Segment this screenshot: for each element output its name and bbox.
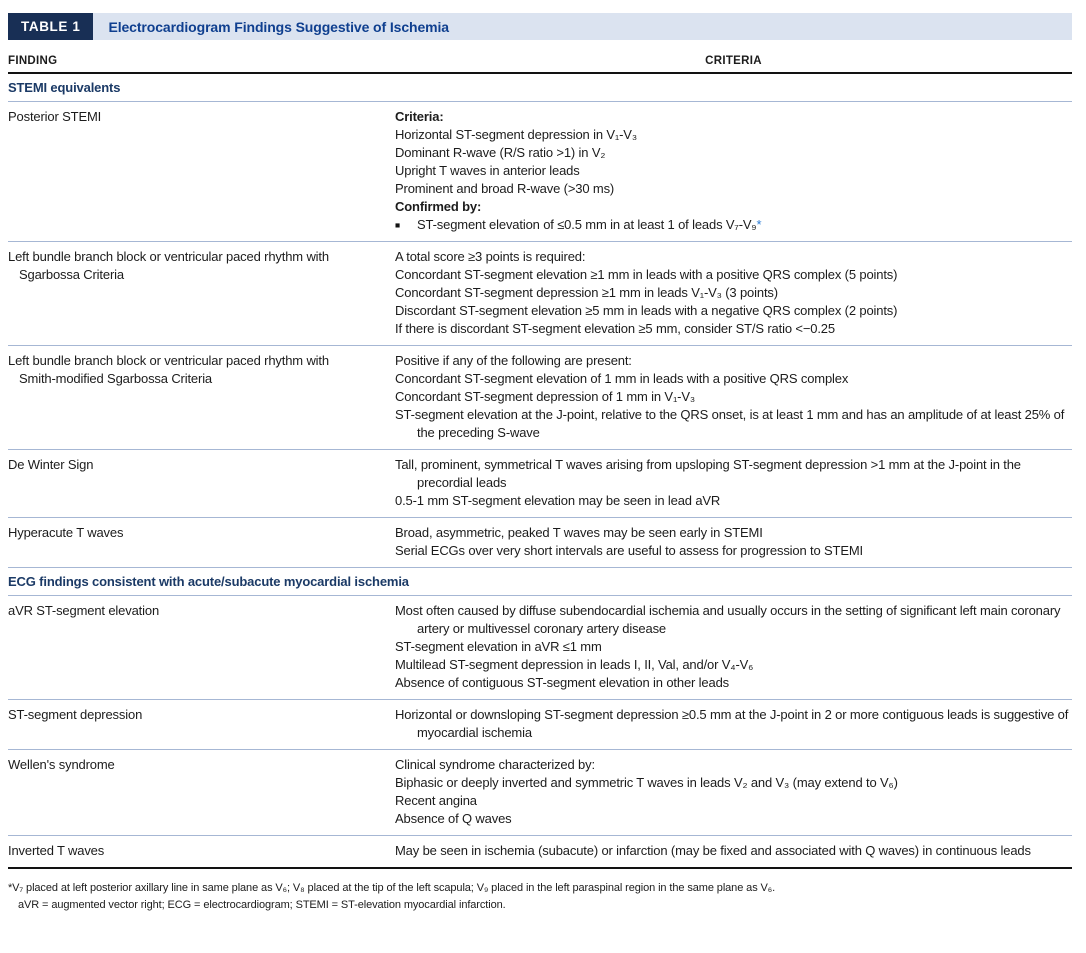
criteria-line: Concordant ST-segment elevation of 1 mm in leads with a positive QRS complex (395, 371, 849, 386)
column-header-finding: FINDING (8, 55, 58, 67)
criteria-line: Tall, prominent, symmetrical T waves arising from upsloping ST-segment depression >1 mm at the J-point in the precordial leads (395, 457, 1021, 490)
criteria-line: ST-segment elevation at the J-point, relative to the QRS onset, is at least 1 mm and has an amplitude of at least 25% of the preceding S-wave (395, 407, 1065, 440)
table-number-badge: TABLE 1 (8, 13, 93, 40)
finding-cell (8, 352, 395, 442)
table-row (8, 346, 1072, 450)
finding-cell (8, 524, 395, 560)
criteria-line: Positive if any of the following are present: (395, 353, 632, 368)
finding-label: Posterior STEMI (8, 109, 102, 124)
criteria-line: Serial ECGs over very short intervals are useful to assess for progression to STEMI (395, 543, 864, 558)
finding-label: Inverted T waves (8, 843, 105, 858)
criteria-cell (395, 456, 1072, 510)
finding-cell (8, 108, 395, 234)
criteria-line: Concordant ST-segment elevation ≥1 mm in leads with a positive QRS complex (5 points) (395, 267, 898, 282)
criteria-line: Horizontal ST-segment depression in V₁-V₃ (395, 127, 637, 142)
criteria-line: ST-segment elevation in aVR ≤1 mm (395, 639, 602, 654)
criteria-line: If there is discordant ST-segment elevation ≥5 mm, consider ST/S ratio <−0.25 (395, 321, 835, 336)
table-row (8, 750, 1072, 836)
criteria-line: Upright T waves in anterior leads (395, 163, 580, 178)
finding-label: Sgarbossa Criteria (19, 267, 124, 282)
footnote-abbreviations: aVR = augmented vector right; ECG = electrocardiogram; STEMI = ST-elevation myocardial infarction. (18, 899, 506, 911)
table-row (8, 596, 1072, 700)
finding-label: Left bundle branch block or ventricular paced rhythm with (8, 249, 329, 264)
footnotes (8, 869, 1072, 914)
criteria-line: Prominent and broad R-wave (>30 ms) (395, 181, 615, 196)
finding-label: ST-segment depression (8, 707, 143, 722)
criteria-line: Multilead ST-segment depression in leads I, II, Val, and/or V₄-V₆ (395, 657, 754, 672)
criteria-cell (395, 108, 1072, 234)
criteria-line: Horizontal or downsloping ST-segment depression ≥0.5 mm at the J-point in 2 or more contiguous leads is suggestive of myocardial ischemia (395, 707, 1069, 740)
finding-cell (8, 706, 395, 742)
table-section (8, 568, 1072, 867)
table-row (8, 836, 1072, 867)
table-title-bar (8, 13, 1072, 40)
table-row (8, 242, 1072, 346)
criteria-line: Absence of contiguous ST-segment elevation in other leads (395, 675, 729, 690)
finding-label: Left bundle branch block or ventricular paced rhythm with (8, 353, 329, 368)
criteria-line: Recent angina (395, 793, 477, 808)
criteria-line: Concordant ST-segment depression of 1 mm in V₁-V₃ (395, 389, 696, 404)
finding-cell (8, 842, 395, 860)
finding-cell (8, 602, 395, 692)
criteria-line: Dominant R-wave (R/S ratio >1) in V₂ (395, 145, 606, 160)
table-row (8, 700, 1072, 750)
criteria-cell (395, 248, 1072, 338)
finding-label: De Winter Sign (8, 457, 94, 472)
column-header-row (8, 40, 1072, 74)
finding-label: Hyperacute T waves (8, 525, 124, 540)
criteria-line: 0.5-1 mm ST-segment elevation may be seen in lead aVR (395, 493, 721, 508)
finding-label: Wellen's syndrome (8, 757, 115, 772)
column-header-criteria: CRITERIA (705, 55, 762, 67)
table-row (8, 518, 1072, 568)
table-row (8, 102, 1072, 242)
finding-label: aVR ST-segment elevation (8, 603, 160, 618)
criteria-cell (395, 352, 1072, 442)
criteria-cell (395, 706, 1072, 742)
section-header: ECG findings consistent with acute/subacute myocardial ischemia (8, 568, 1072, 596)
criteria-line: Clinical syndrome characterized by: (395, 757, 595, 772)
finding-cell (8, 248, 395, 338)
criteria-line: Discordant ST-segment elevation ≥5 mm in leads with a negative QRS complex (2 points) (395, 303, 898, 318)
finding-label: Smith-modified Sgarbossa Criteria (19, 371, 213, 386)
criteria-line: Concordant ST-segment depression ≥1 mm in leads V₁-V₃ (3 points) (395, 285, 778, 300)
criteria-cell (395, 842, 1072, 860)
section-header: STEMI equivalents (8, 74, 1072, 102)
footnote-lead-placement: *V₇ placed at left posterior axillary line in same plane as V₆; V₈ placed at the tip of the left scapula; V₉ placed in the left paraspinal region in the same plane as V₆. (8, 882, 776, 894)
bullet-square-icon: ■ (395, 220, 400, 230)
criteria-line: ■ ST-segment elevation of ≤0.5 mm in at least 1 of leads V₇-V₉* (395, 217, 762, 232)
criteria-cell (395, 602, 1072, 692)
finding-cell (8, 756, 395, 828)
criteria-cell (395, 756, 1072, 828)
criteria-line: Most often caused by diffuse subendocardial ischemia and usually occurs in the setting of significant left main coronary artery or multivessel coronary artery disease (395, 603, 1061, 636)
finding-cell (8, 456, 395, 510)
criteria-cell (395, 524, 1072, 560)
asterisk-marker: * (756, 217, 762, 232)
table-section (8, 74, 1072, 568)
criteria-line: Broad, asymmetric, peaked T waves may be seen early in STEMI (395, 525, 763, 540)
criteria-line: Criteria: (395, 109, 444, 124)
criteria-line: A total score ≥3 points is required: (395, 249, 586, 264)
table-title: Electrocardiogram Findings Suggestive of Ischemia (108, 18, 449, 35)
criteria-line: Absence of Q waves (395, 811, 512, 826)
criteria-line: May be seen in ischemia (subacute) or infarction (may be fixed and associated with Q waves) in continuous leads (395, 843, 1031, 858)
table-row (8, 450, 1072, 518)
criteria-line: Biphasic or deeply inverted and symmetric T waves in leads V₂ and V₃ (may extend to V₆) (395, 775, 898, 790)
criteria-line: Confirmed by: (395, 199, 482, 214)
table-body (8, 74, 1072, 869)
